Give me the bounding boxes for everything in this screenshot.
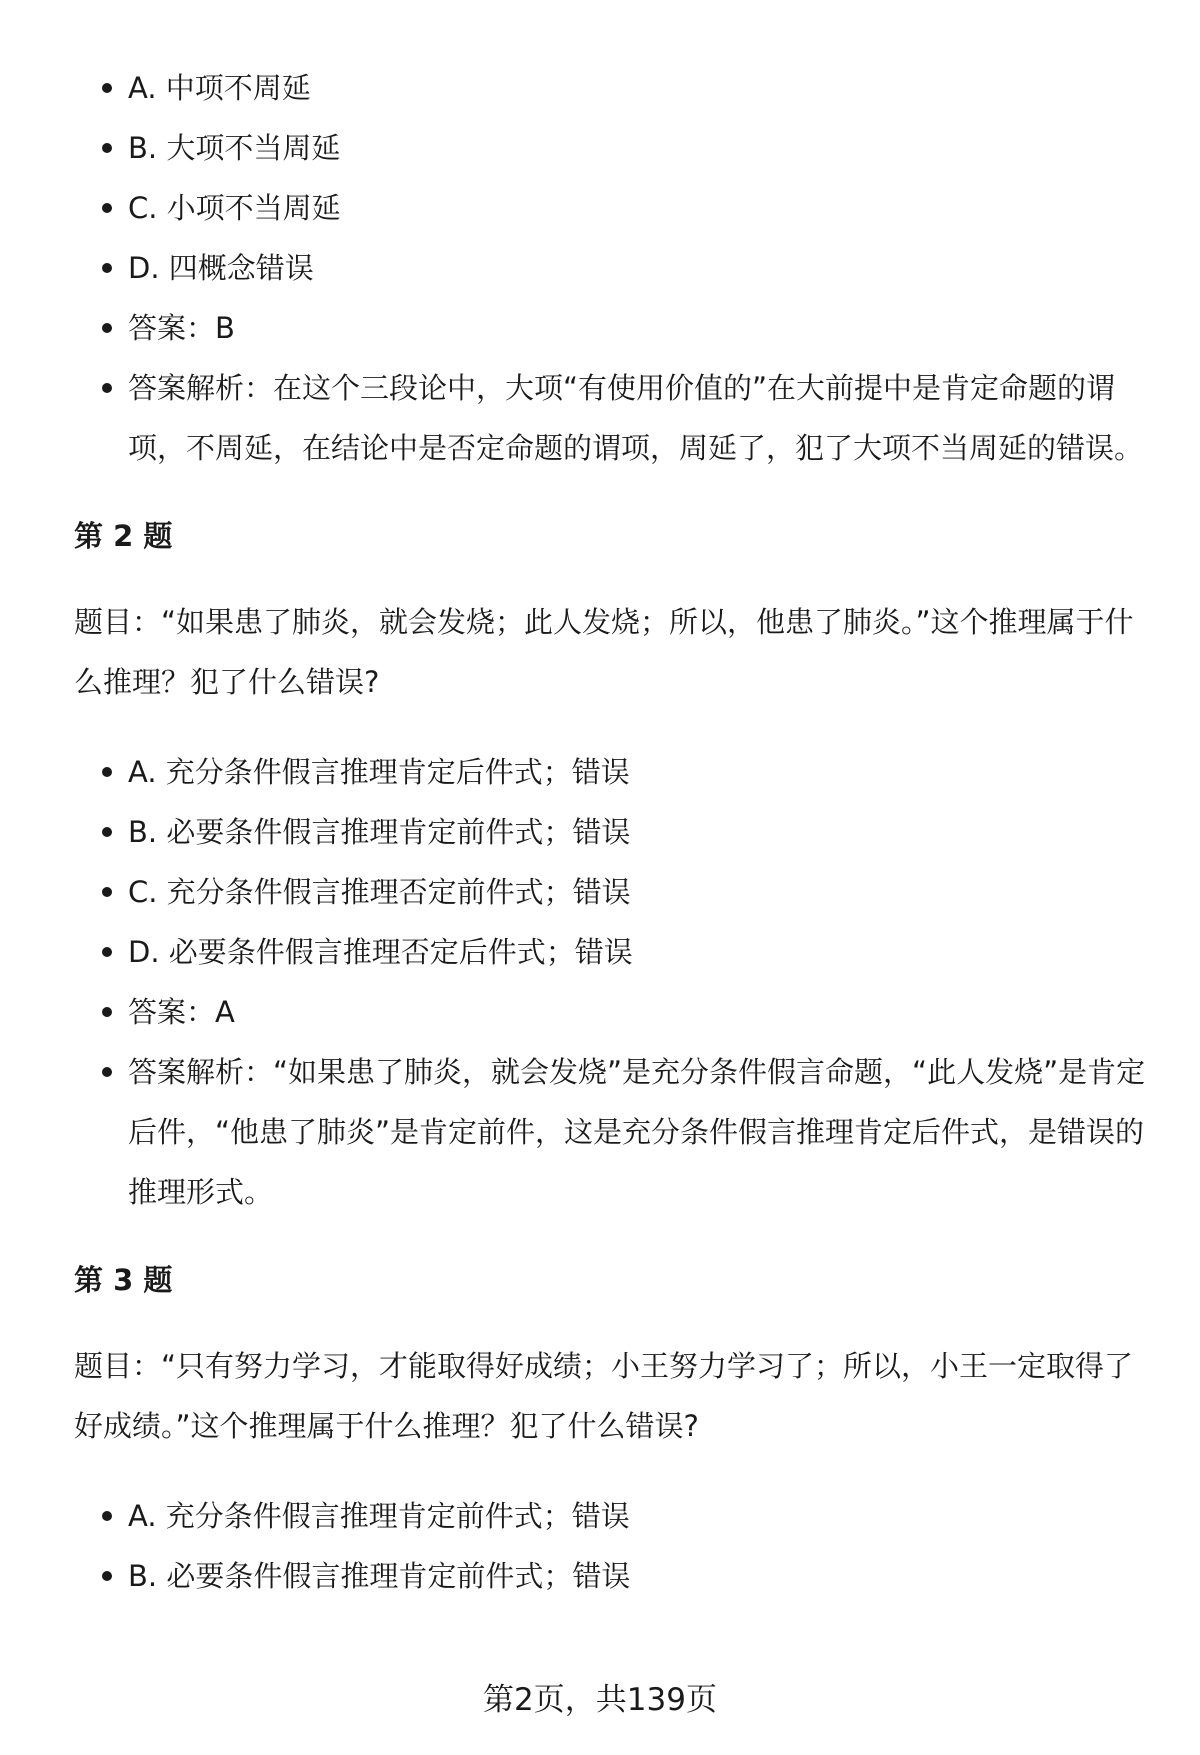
q3-option-a: A. 充分条件假言推理肯定前件式；错误 <box>128 1486 1154 1546</box>
q3-option-b: B. 必要条件假言推理肯定前件式；错误 <box>128 1546 1154 1606</box>
q2-explanation: 答案解析：“如果患了肺炎，就会发烧”是充分条件假言命题，“此人发烧”是肯定后件，“他患了肺炎”是肯定前件，这是充分条件假言推理肯定后件式，是错误的推理形式。 <box>128 1042 1154 1222</box>
q3-stem: 题目：“只有努力学习，才能取得好成绩；小王努力学习了；所以，小王一定取得了好成绩。”这个推理属于什么推理？犯了什么错误? <box>74 1349 1134 1443</box>
document-page <box>74 58 1154 1606</box>
q1-option-list <box>74 58 1154 478</box>
q3-heading: 第 3 题 <box>74 1263 173 1297</box>
q2-answer: 答案：A <box>128 982 1154 1042</box>
q2-stem: 题目：“如果患了肺炎，就会发烧；此人发烧；所以，他患了肺炎。”这个推理属于什么推理？犯了什么错误? <box>74 605 1134 699</box>
q1-explanation: 答案解析：在这个三段论中，大项“有使用价值的”在大前提中是肯定命题的谓项，不周延，在结论中是否定命题的谓项，周延了，犯了大项不当周延的错误。 <box>128 358 1154 478</box>
page-number-footer: 第2页，共139页 <box>483 1682 717 1718</box>
q2-option-d: D. 必要条件假言推理否定后件式；错误 <box>128 922 1154 982</box>
q2-heading: 第 2 题 <box>74 519 173 553</box>
q2-option-c: C. 充分条件假言推理否定前件式；错误 <box>128 862 1154 922</box>
q2-option-a: A. 充分条件假言推理肯定后件式；错误 <box>128 742 1154 802</box>
q1-option-b: B. 大项不当周延 <box>128 118 1154 178</box>
q2-option-list <box>74 742 1154 1222</box>
q1-option-d: D. 四概念错误 <box>128 238 1154 298</box>
q2-option-b: B. 必要条件假言推理肯定前件式；错误 <box>128 802 1154 862</box>
q1-option-a: A. 中项不周延 <box>128 58 1154 118</box>
q1-option-c: C. 小项不当周延 <box>128 178 1154 238</box>
q1-answer: 答案：B <box>128 298 1154 358</box>
q3-option-list <box>74 1486 1154 1606</box>
